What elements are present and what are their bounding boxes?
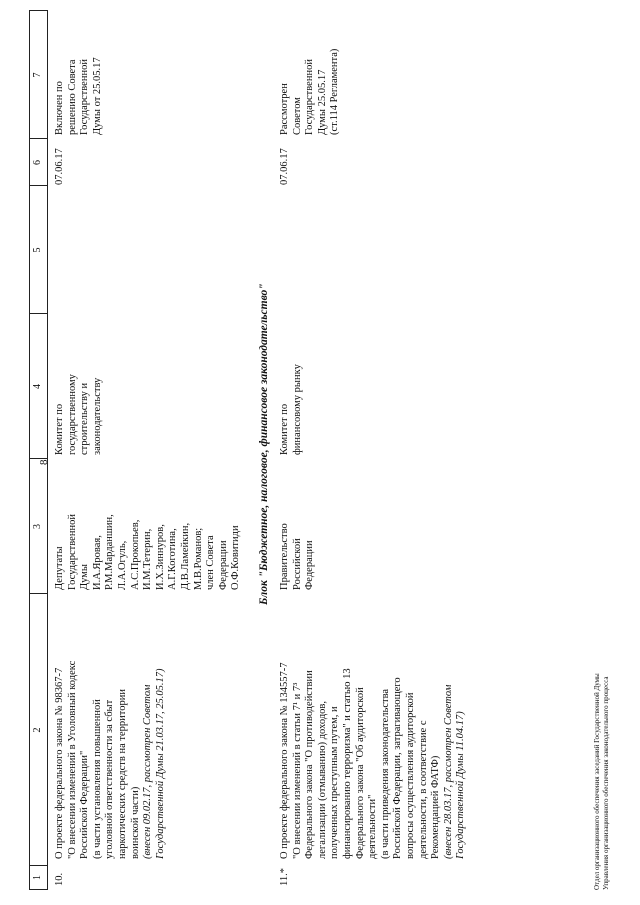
- table-row: [54, 10, 254, 890]
- description-line: (в части установления повышенной: [91, 699, 103, 859]
- description-line: финансированию терроризма" и статью 13: [341, 668, 353, 859]
- row-description: [279, 662, 468, 859]
- committee-line: финансовому рынку: [291, 364, 303, 455]
- description-line: Государственной Думы 11.04.17): [455, 711, 467, 859]
- description-line: Рекомендацией ФАТФ): [430, 755, 442, 859]
- author-line: Думы: [79, 564, 91, 590]
- description-line: Российской Федерации": [79, 750, 91, 859]
- footer: [593, 673, 610, 890]
- description-line: "О внесении изменений в Уголовный кодекс: [66, 660, 78, 859]
- row-status: [279, 49, 342, 135]
- row-number: 10.: [54, 872, 65, 886]
- author-line: А.Г.Коготина,: [167, 528, 179, 590]
- status-line: Включен по: [54, 81, 65, 135]
- description-line: Федерального закона "Об аудиторской: [354, 687, 366, 859]
- author-line: И.А.Яровая,: [91, 535, 103, 590]
- description-line: деятельности, в соответствие с: [417, 720, 429, 859]
- description-line: Государственной Думы 21.03.17, 25.05.17): [154, 668, 166, 859]
- header-col-1: 1: [32, 875, 43, 880]
- description-line: вопросы осуществления аудиторской: [404, 692, 416, 859]
- description-line: "О внесении изменений в статьи 7¹ и 7³: [291, 682, 303, 859]
- description-line: (в части приведения законодательства: [379, 688, 391, 859]
- committee-line: Комитет по: [279, 403, 290, 455]
- status-line: Думы от 25.05.17: [91, 57, 103, 135]
- description-line: О проекте федерального закона № 134557-7: [279, 662, 290, 859]
- author-line: И.М.Тетерин,: [142, 528, 154, 590]
- header-col-3: 3: [32, 524, 43, 529]
- committee-line: законодательству: [91, 377, 103, 455]
- header-col-5: 5: [32, 247, 43, 253]
- header-col-4: 4: [32, 384, 43, 389]
- description-line: деятельности": [367, 794, 379, 859]
- author-line: Депутаты: [54, 546, 65, 590]
- author-line: Д.В.Ламейкин,: [179, 522, 191, 590]
- author-line: Л.А.Огуль,: [116, 540, 128, 590]
- row-description: [54, 661, 167, 859]
- author-line: Правительство: [279, 523, 290, 590]
- status-line: Рассмотрен: [279, 83, 290, 135]
- row-status: [54, 57, 104, 135]
- description-line: (внесен 09.02.17, рассмотрен Советом: [142, 684, 154, 859]
- footer-line: Отдел организационного обеспечения заседаний Государственной Думы: [593, 673, 601, 890]
- committee-line: строительству и: [79, 382, 91, 455]
- row-authors: [54, 514, 243, 590]
- committee-line: Комитет по: [54, 403, 65, 455]
- status-line: Советом: [291, 97, 303, 135]
- status-line: Государственной: [304, 59, 316, 135]
- description-line: Российской Федерации, затрагивающего: [392, 677, 404, 859]
- row-date: 07.06.17: [54, 148, 65, 185]
- author-line: Российской: [291, 538, 303, 590]
- author-line: О.Ф.Ковитиди: [230, 525, 242, 590]
- description-line: воинской части): [129, 786, 141, 859]
- description-line: наркотических средств на территории: [116, 689, 128, 859]
- author-line: член Совета: [205, 535, 217, 590]
- row-date: 07.06.17: [279, 148, 290, 185]
- author-line: И.Х.Зиннуров,: [154, 524, 166, 590]
- author-line: Федерации: [304, 540, 316, 590]
- status-line: Государственной: [79, 59, 91, 135]
- status-line: решению Совета: [66, 59, 78, 135]
- author-line: Федерации: [217, 540, 229, 590]
- table-row: [279, 10, 479, 890]
- description-line: легализации (отмыванию) доходов,: [316, 701, 328, 859]
- description-line: уголовной ответственности за сбыт: [104, 699, 116, 859]
- row-authors: [279, 523, 317, 590]
- author-line: А.С.Прокопьев,: [129, 519, 141, 590]
- description-line: О проекте федерального закона № 98367-7: [54, 667, 65, 859]
- header-col-6: 6: [32, 160, 43, 165]
- page-number: 8: [38, 459, 50, 465]
- row-committee: [54, 374, 104, 455]
- author-line: М.В.Романов;: [192, 527, 204, 590]
- description-line: (внесен 28.03.17, рассмотрен Советом: [442, 684, 454, 859]
- status-line: Думы 25.05.17: [316, 69, 328, 135]
- section-title: Блок "Бюджетное, налоговое, финансовое законодательство": [258, 283, 270, 605]
- author-line: Государственной: [66, 514, 78, 590]
- author-line: Р.М.Марданшин,: [104, 514, 116, 590]
- table-header-row: [29, 10, 48, 890]
- footer-line: Управления организационного обеспечения законодательного процесса: [601, 676, 610, 890]
- row-number: 11.*: [279, 868, 290, 886]
- row-committee: [279, 364, 304, 455]
- description-line: полученных преступным путем, и: [329, 706, 341, 859]
- status-line: (ст.114 Регламента): [329, 48, 341, 135]
- header-col-2: 2: [32, 727, 43, 733]
- description-line: Федерального закона "О противодействии: [304, 670, 316, 859]
- header-col-7: 7: [32, 72, 43, 78]
- committee-line: государственному: [66, 374, 78, 455]
